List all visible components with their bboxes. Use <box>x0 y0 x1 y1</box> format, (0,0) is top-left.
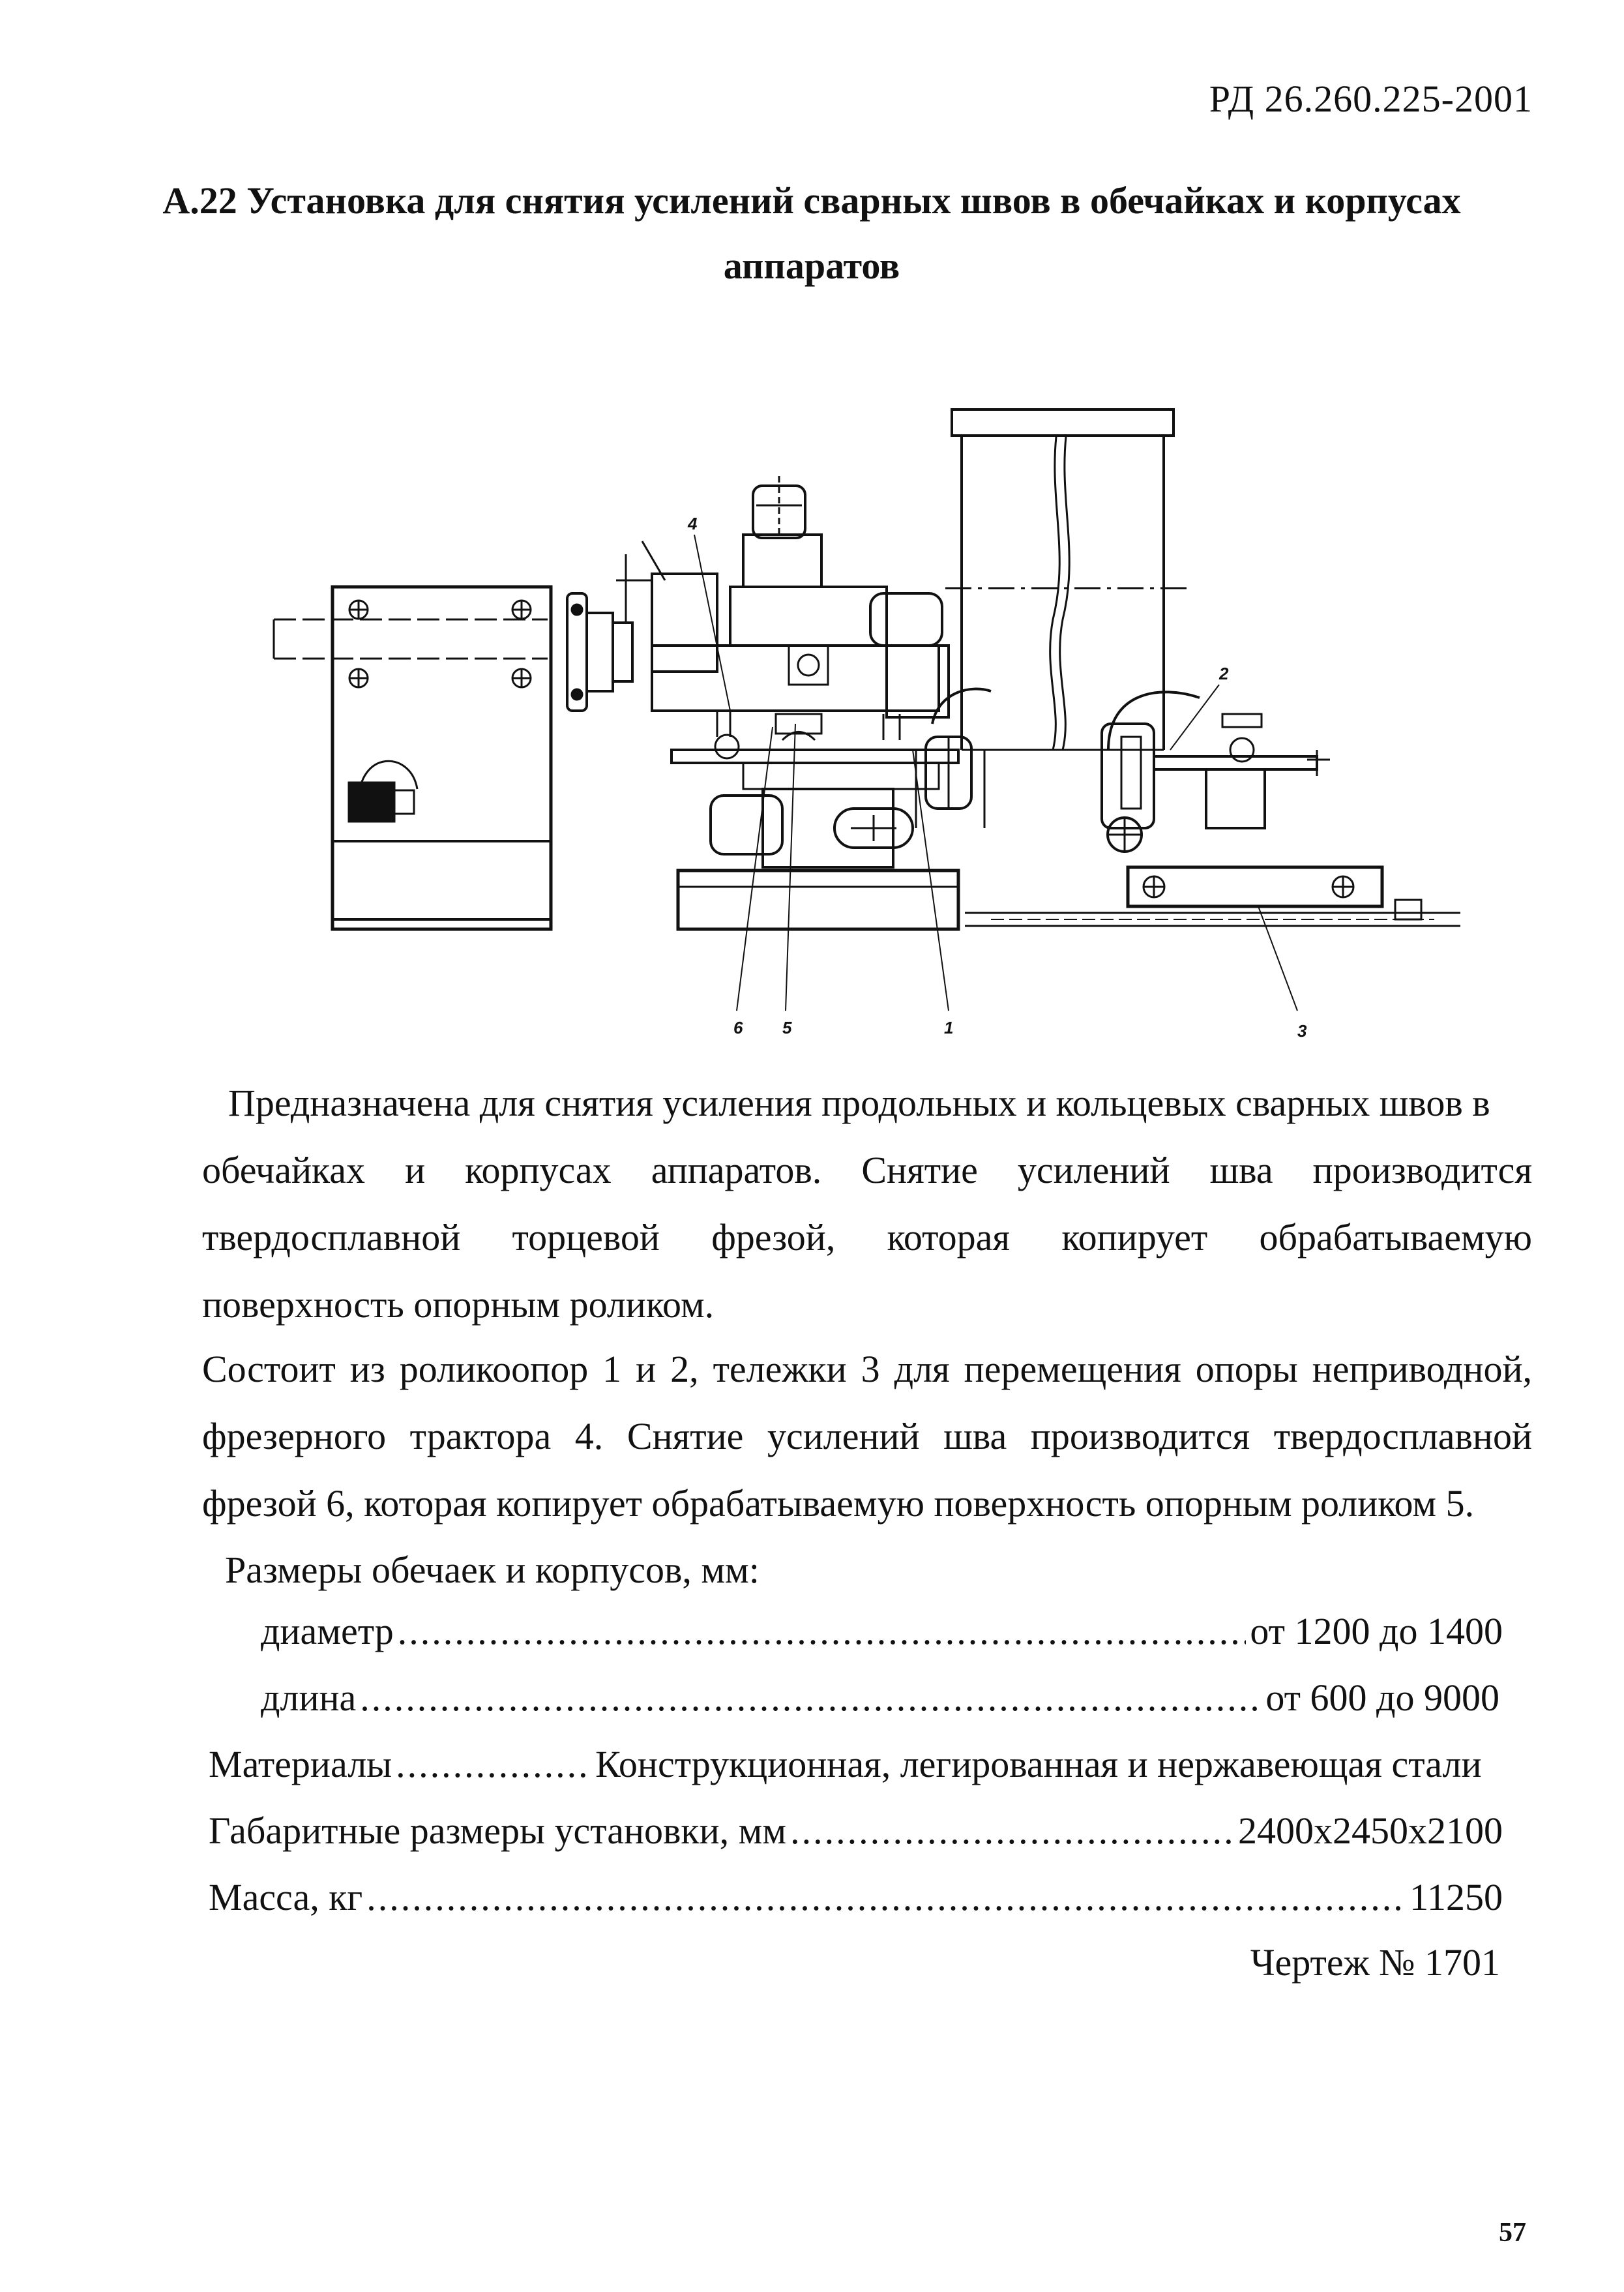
spec-value: Конструкционная, легированная и нержавеющая стали <box>595 1743 1482 1785</box>
composition-text: Состоит из роликоопор 1 и 2, тележки 3 для перемещения опоры неприводной, фрезерного трактора 4. Снятие усилений шва производится твердосплавной фрезой 6, которая копирует обрабатываемую поверхность опорным роликом 5. <box>202 1348 1532 1525</box>
callout-4: 4 <box>688 514 698 533</box>
leader-dots <box>360 1664 1262 1731</box>
callout-1: 1 <box>944 1018 954 1037</box>
description-first-line: Предназначена для снятия усиления продольных и кольцевых сварных швов в <box>228 1082 1490 1124</box>
spec-row-materials <box>209 1731 1503 1798</box>
leader-dots <box>366 1864 1406 1931</box>
spec-label: Масса, кг <box>209 1876 363 1918</box>
spec-row-mass <box>209 1864 1503 1931</box>
callout-3: 3 <box>1297 1021 1307 1041</box>
roller-support-2-drawing <box>965 692 1460 926</box>
leader-dots <box>398 1598 1247 1665</box>
spec-heading: Размеры обечаек и корпусов, мм: <box>225 1549 760 1591</box>
callout-6: 6 <box>733 1018 743 1037</box>
milling-tractor-drawing <box>652 476 958 789</box>
section-title-continuation: аппаратов <box>723 245 900 287</box>
spec-row-length <box>261 1664 1499 1731</box>
callout-5: 5 <box>782 1018 792 1037</box>
machine-drawing <box>261 385 1460 1063</box>
description-rest: обечайках и корпусах аппаратов. Снятие усилений шва производится твердосплавной торцевой фрезой, которая копирует обрабатываемую поверхность опорным роликом. <box>202 1149 1532 1326</box>
drawing-reference: Чертеж № 1701 <box>1250 1941 1500 1984</box>
spec-value: 11250 <box>1410 1876 1503 1918</box>
spec-row-dimensions <box>209 1797 1503 1864</box>
description-paragraph <box>202 1069 1532 1338</box>
spec-label: длина <box>261 1676 357 1719</box>
page-number: 57 <box>1499 2218 1526 2248</box>
spec-value: от 1200 до 1400 <box>1250 1610 1503 1652</box>
spec-value: от 600 до 9000 <box>1265 1676 1499 1719</box>
spec-value: 2400x2450x2100 <box>1238 1809 1503 1852</box>
callout-2: 2 <box>1219 664 1229 683</box>
section-title: А.22 Установка для снятия усилений сварных швов в обечайках и корпусах <box>162 179 1461 222</box>
spec-label: Габаритные размеры установки, мм <box>209 1809 787 1852</box>
spec-row-diameter <box>261 1598 1503 1665</box>
document-code: РД 26.260.225-2001 <box>1209 78 1533 120</box>
leader-dots <box>396 1731 591 1798</box>
spec-label: Материалы <box>209 1743 392 1785</box>
drive-housing-drawing <box>274 587 551 929</box>
leader-dots <box>790 1797 1234 1864</box>
spec-label: диаметр <box>261 1610 394 1652</box>
composition-paragraph <box>202 1335 1532 1537</box>
vessel-shell-drawing <box>945 409 1193 750</box>
coupling-drawing <box>567 541 665 711</box>
